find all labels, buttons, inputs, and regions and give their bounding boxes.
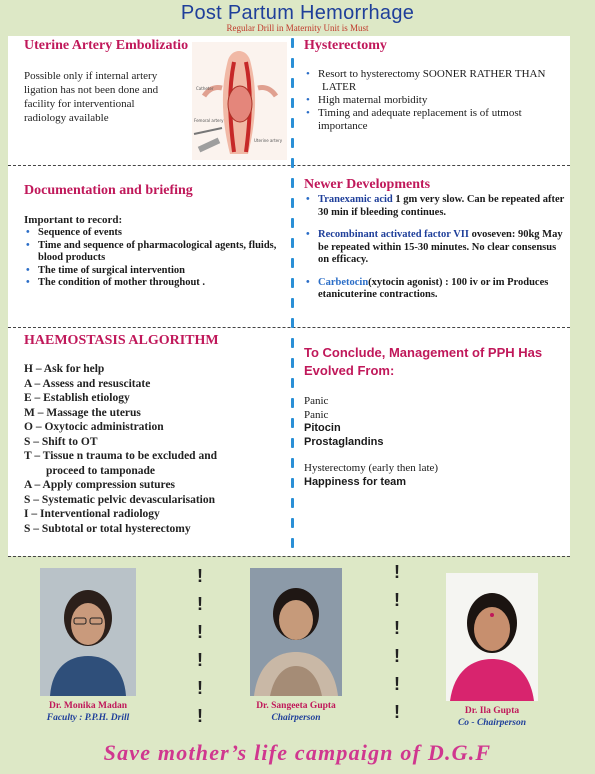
person-role: Faculty : P.P.H. Drill	[46, 713, 130, 723]
section-title: To Conclude, Management of PPH Has Evolved From:	[304, 345, 543, 378]
list-item: I – Interventional radiology	[24, 508, 160, 520]
uterine-anatomy-figure	[192, 42, 287, 160]
list-item: • Resort to hysterectomy SOONER RATHER THAN	[306, 68, 546, 80]
list-item: Panic	[304, 395, 329, 407]
section-title: Documentation and briefing	[24, 183, 193, 198]
list-item: Prostaglandins	[304, 435, 384, 448]
page-header	[0, 0, 595, 36]
section-conclusion	[304, 344, 566, 489]
section-title: Hysterectomy	[304, 38, 387, 53]
person-role: Chairperson	[271, 713, 321, 723]
figure-label-femoral: Femoral artery	[194, 118, 224, 123]
conclusion-list	[304, 395, 566, 489]
person-role: Co - Chairperson	[457, 718, 527, 728]
figure-label-uterine: Uterine artery	[254, 138, 283, 143]
list-item: E – Establish etiology	[24, 392, 130, 404]
list-item: • The condition of mother throughout .	[26, 277, 206, 288]
section-hysterectomy	[304, 38, 566, 133]
documentation-list	[24, 227, 280, 290]
list-item: Panic	[304, 408, 329, 421]
hysterectomy-list	[304, 68, 566, 133]
list-item: O – Oxytocic administration	[24, 421, 164, 433]
documentation-intro: Important to record:	[24, 214, 123, 226]
figure-label-catheter: Catheter	[196, 86, 214, 91]
row-divider-1	[8, 165, 570, 166]
list-item: Happiness for team	[304, 475, 407, 488]
list-item: • The time of surgical intervention	[26, 264, 185, 276]
section-algorithm	[24, 333, 284, 536]
section-title: Uterine Artery Embolizatio	[24, 38, 189, 53]
photo-monika-madan	[40, 568, 136, 696]
row-divider-2	[8, 327, 570, 328]
section-body: Possible only if internal artery ligation has not been done and facility for interventional radiology available	[24, 70, 159, 124]
row-divider-3	[8, 556, 570, 557]
list-item: • Carbetocin(xytocin agonist) : 100 iv or im Produces etanicuterine contractions.	[306, 276, 549, 300]
section-newer-developments	[304, 177, 568, 302]
photo-sangeeta-gupta	[250, 568, 342, 696]
list-item: A – Assess and resuscitate	[24, 377, 151, 390]
caption-monika-madan	[30, 700, 146, 724]
caption-sangeeta-gupta	[236, 700, 356, 724]
list-item-continuation: LATER	[322, 81, 357, 93]
list-item: • Sequence of events	[26, 227, 122, 238]
list-item: M – Massage the uterus	[24, 406, 141, 419]
list-item: H – Ask for help	[24, 363, 105, 375]
campaign-footer: Save mother’s life campaign of D.G.F	[103, 740, 492, 765]
list-item: proceed to tamponade	[46, 464, 156, 477]
algorithm-list	[24, 362, 284, 536]
list-item: • High maternal morbidity	[306, 94, 428, 106]
newer-list	[304, 194, 568, 302]
section-title: HAEMOSTASIS ALGORITHM	[24, 333, 219, 348]
list-item: T – Tissue n trauma to be excluded and	[24, 450, 217, 462]
person-name: Dr. Ila Gupta	[464, 706, 520, 716]
list-item: • Timing and adequate replacement is of utmost importance	[306, 107, 522, 132]
list-item: A – Apply compression sutures	[24, 479, 176, 491]
section-uae	[24, 38, 204, 125]
section-title: Newer Developments	[304, 177, 431, 192]
section-documentation	[24, 183, 280, 290]
person-name: Dr. Monika Madan	[48, 701, 128, 711]
page-title: Post Partum Hemorrhage	[180, 2, 415, 24]
list-item: • Recombinant activated factor VII ovoseven: 90kg May be repeated within 15-30 minutes. No clear consensus on efficacy.	[306, 229, 563, 265]
list-item: S – Systematic pelvic devascularisation	[24, 493, 216, 506]
list-item: S – Shift to OT	[24, 435, 98, 448]
list-item: S – Subtotal or total hysterectomy	[24, 522, 191, 535]
caption-ila-gupta	[432, 705, 552, 729]
list-item: Pitocin	[304, 422, 341, 434]
list-item: • Time and sequence of pharmacological agents, fluids, blood products	[26, 239, 277, 263]
person-name: Dr. Sangeeta Gupta	[256, 701, 336, 711]
column-divider	[291, 36, 295, 556]
list-item: • Tranexamic acid 1 gm very slow. Can be repeated after 30 min if bleeding continues.	[306, 194, 565, 218]
photo-ila-gupta	[446, 573, 538, 701]
page-subtitle: Regular Drill in Maternity Unit is Must	[226, 23, 369, 33]
list-item: Hysterectomy (early then late)	[304, 462, 439, 474]
